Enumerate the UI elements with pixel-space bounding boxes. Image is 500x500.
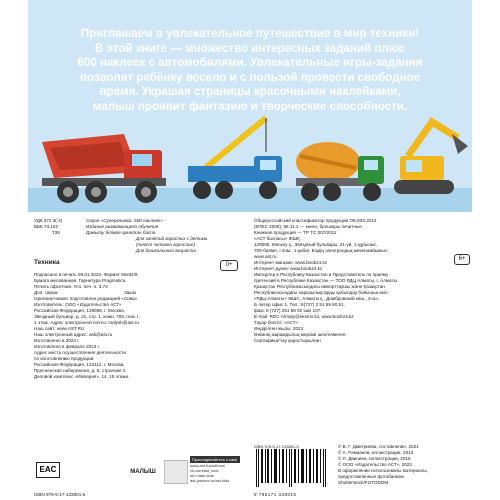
info-line: 129085, Мәскеу қ., Звёздный бульвары, 21-үй, 1-құрылыс, xyxy=(254,242,378,247)
bbk-code: ББК 74.102 xyxy=(34,224,59,229)
social-link[interactable]: ast-yandex.ru/ast-kids xyxy=(190,478,230,483)
udk-code: УДК 372.3(.4) xyxy=(34,218,63,223)
series-line: Для дошкольного возраста xyxy=(136,248,196,253)
book-title: Техника xyxy=(34,259,60,266)
info-line: факс 8 (727) 251 59 92 ішкі 107. xyxy=(254,308,322,313)
imprint-line: Наш электронный адрес: ask@ast.ru xyxy=(34,332,113,337)
series-line: Дамыту білімге арналған баспа xyxy=(86,230,156,235)
imprint-line: Изготовлено в 2023 г. xyxy=(34,338,80,343)
author-mark: Т36 xyxy=(52,230,60,235)
illustration-panel xyxy=(28,0,472,212)
imprint-line: Заказ xyxy=(124,290,137,295)
info-line: Интернет-дүкен: www.book24.kz xyxy=(254,266,323,271)
copyright-line: © ООО «Издательство АСТ», 2023 xyxy=(338,462,412,467)
imprint-line: Звездный бульвар, д. 21, стр. 1, комн. 705, пом. I, xyxy=(34,314,140,319)
imprint-area xyxy=(28,212,472,500)
social-link[interactable]: www.ast.ru/authors/ xyxy=(190,463,226,468)
logo-text: МАЛЫШ xyxy=(130,469,156,475)
intro-line: В этой книге — множество интересных заданий плюс xyxy=(95,41,405,55)
social-header: Присоединяйтесь к нам! xyxy=(190,456,240,463)
info-line: Интернет-магазин: www.book24.kz xyxy=(254,260,328,265)
imprint-line: Подписано в печать 09.01.2023. Формат 60х84/8 xyxy=(34,272,138,277)
info-line: E-mail: RDC-Almaty@eksmo.kz, www.book24.kz xyxy=(254,314,354,319)
series-line: Серия «Суперкнижка. 600 наклеек» xyxy=(86,218,163,223)
crane-truck-illustration xyxy=(188,118,282,199)
info-line: Өндірілген жылы: 2023 xyxy=(254,326,304,331)
imprint-line: Пресненская набережная, д. 6, строение 2. xyxy=(34,368,127,373)
barcode xyxy=(254,444,332,498)
barcode-number: 9 785171 338015 xyxy=(254,492,297,497)
series-block xyxy=(86,218,226,254)
intro-text xyxy=(42,27,458,115)
info-line: Общероссийский классификатор продукции ОК-034-2014 xyxy=(254,218,377,223)
imprint-line: Бумага мелованная. Гарнитура Pragmatica xyxy=(34,278,126,283)
imprint-line: Российская Федерация, 129085, г. Москва, xyxy=(34,308,125,313)
imprint-line: Изготовлено в феврале 2023 г. xyxy=(34,344,100,349)
copyright-line: © А. Рахманов, иллюстрации, 2013 xyxy=(338,450,414,455)
info-line: Книжная продукция — ТР ТС 007/2011 xyxy=(254,230,337,235)
imprint-line: Оригинал-макет подготовлен редакцией «Сова» xyxy=(34,296,138,301)
classification-codes xyxy=(34,218,78,236)
publisher-logo xyxy=(126,464,160,480)
barcode-bars xyxy=(254,449,332,487)
copyright-line: В оформлении использованы материалы, xyxy=(338,468,428,473)
imprint-line: Адрес места осуществления деятельности xyxy=(34,350,126,355)
info-line: www.ast.ru xyxy=(254,254,277,259)
social-links xyxy=(190,456,240,483)
info-line: Импортер в Республику Казахстан и Представитель по приему xyxy=(254,272,389,277)
kazakhstan-info xyxy=(254,218,466,344)
imprint-details xyxy=(34,272,234,380)
copyright-line: Shutterstock/FOTODOM xyxy=(338,480,389,485)
qr-code xyxy=(164,460,188,484)
info-line: Өнімнің жарамдылық мерзімі шектелмеген. xyxy=(254,332,347,337)
imprint-line: 1 этаж. Адрес электронной почты: malysh@ast.ru xyxy=(34,320,139,325)
social-link[interactable]: vk.com/ast_kids xyxy=(190,468,219,473)
intro-line: 600 наклеек с автомобилями. Увлекательные игры-задания xyxy=(77,56,423,70)
info-line: Б литер офис 1. Тел.: 8(727) 2 51 59 90,91, xyxy=(254,302,345,307)
vehicle-illustration xyxy=(28,112,472,212)
series-line: Для занятий взрослых с детьми xyxy=(136,236,208,241)
intro-line: время. Украшая страницы красочными наклейками, xyxy=(99,85,401,99)
copyright-line: © Л. Двинина, иллюстрации, 2016 xyxy=(338,456,411,461)
intro-line: малыш проявит фантазию и творческие способности. xyxy=(92,99,408,113)
info-line: претензий в Республике Казахстан — ТОО РДЦ Алматы, г. Алматы. xyxy=(254,278,399,283)
imprint-line: Доп. тираж xyxy=(34,290,58,295)
imprint-line: Российская Федерация, 123112, г. Москва, xyxy=(34,362,125,367)
info-line: Қазақстан Республикасындағы импорттаушы және Қазақстан xyxy=(254,284,385,289)
age-rating-badge-secondary: 6+ xyxy=(454,254,470,265)
info-line: «АСТ баспасы» ЖШҚ xyxy=(254,236,300,241)
info-line: «РДЦ-Алматы» ЖШС, Алматы қ., Домбровский көш., 3«а», xyxy=(254,296,380,301)
imprint-line: Печать офсетная. Усл. печ. л. 3,72 xyxy=(34,284,108,289)
copyright-block xyxy=(338,444,468,486)
barcode-isbn: ISBN 978-5-17-133801-5 xyxy=(254,444,299,449)
cement-mixer-illustration xyxy=(296,142,384,201)
age-rating-badge: 0+ xyxy=(220,260,238,271)
info-line: Тауар белгісі: «АСТ» xyxy=(254,320,298,325)
imprint-line: Изготовитель: ООО «Издательство АСТ» xyxy=(34,302,122,307)
social-link[interactable]: ok.ru/ast.kids xyxy=(190,473,214,478)
isbn-text: ISBN 978-5-17-133801-5 xyxy=(34,492,86,497)
book-back-cover xyxy=(28,0,472,500)
imprint-line: Деловой комплекс «Империя», 14, 15 этажи. xyxy=(34,374,130,379)
dump-truck-illustration xyxy=(42,134,166,203)
imprint-line: Наш сайт: www.AST.RU xyxy=(34,326,85,331)
info-line: (КПЕС 2008); 58.11.1 — книги, брошюры печатные. xyxy=(254,224,364,229)
intro-line: позволят ребёнку весело и с пользой провести свободное xyxy=(79,70,421,84)
series-line: Издание развивающего обучения xyxy=(86,224,159,229)
eac-mark: EAC xyxy=(36,462,60,478)
excavator-illustration xyxy=(394,122,468,194)
copyright-line: © В. Г. Дмитриева, составление, 2021 xyxy=(338,444,419,449)
intro-line: Приглашаем в увлекательное путешествие в мир техники! xyxy=(80,27,420,40)
info-line: 705-бөлме, I пом., 1-қабат, Біздің электрондық мекенжайымыз: xyxy=(254,248,389,253)
series-line: (текст читают взрослые) xyxy=(136,242,196,247)
info-line: Сертификаттау қарастырылған xyxy=(254,338,321,343)
info-line: Республикасындағы наразылықтарды қабылдау бойынша өкіл xyxy=(254,290,388,295)
copyright-line: предоставленные фотобанком xyxy=(338,474,404,479)
imprint-line: по изготовлению продукции: xyxy=(34,356,95,361)
